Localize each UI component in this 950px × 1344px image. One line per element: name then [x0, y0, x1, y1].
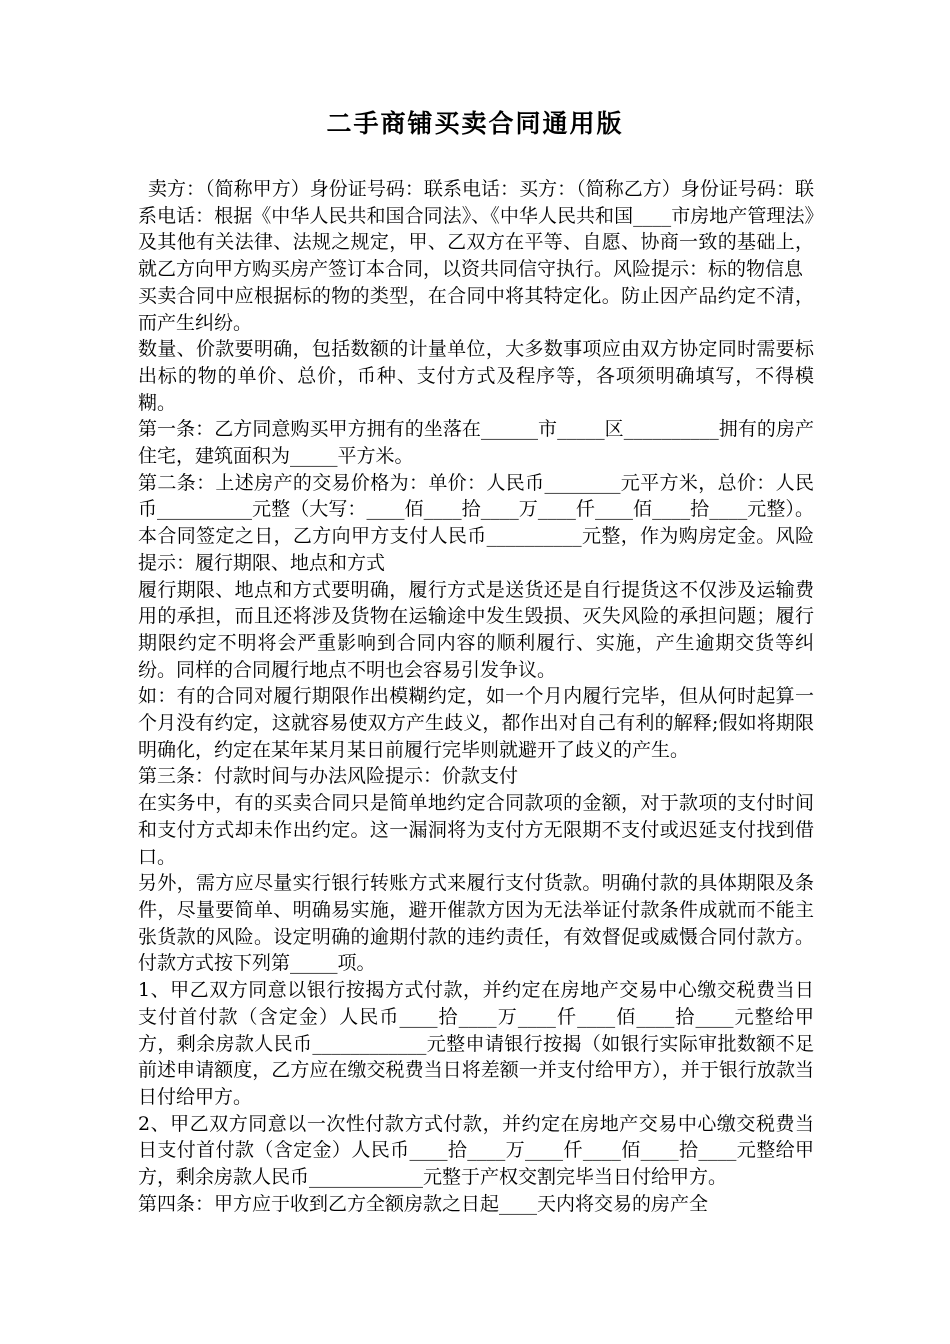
document-title: 二手商铺买卖合同通用版	[326, 109, 624, 138]
paragraph-option-1: 1、甲乙双方同意以银行按揭方式付款，并约定在房地产交易中心缴交税费当日支付首付款（含定金）人民币____拾____万____仟____佰____拾____元整给甲方，剩余房款人民币____________元整申请银行按揭（如银行实际审批数额不足前述申请额度，乙方应在缴交税费当日将差额一并支付给甲方），并于银行放款当日付给甲方。	[138, 979, 814, 1108]
paragraph-payment-practice: 在实务中，有的买卖合同只是简单地约定合同款项的金额，对于款项的支付时间和支付方式却未作出约定。这一漏洞将为支付方无限期不支付或迟延支付找到借口。	[138, 792, 814, 868]
paragraph-payment-transfer: 另外，需方应尽量实行银行转账方式来履行支付货款。明确付款的具体期限及条件，尽量要简单、明确易实施，避开催款方因为无法举证付款条件成就而不能主张货款的风险。设定明确的逾期付款的违约责任，有效督促或威慑合同付款方。 付款方式按下列第_____项。	[138, 872, 821, 975]
paragraph-article-2: 第二条：上述房产的交易价格为：单价：人民币________元平方米，总价：人民币__________元整（大写：____佰____拾____万____仟____佰____拾____元整）。本合同签定之日，乙方向甲方支付人民币__________元整，作为购房定金。风险提示：履行期限、地点和方式	[138, 471, 814, 574]
paragraph-article-3: 第三条：付款时间与办法风险提示：价款支付	[138, 765, 519, 788]
paragraph-quantity-price: 数量、价款要明确，包括数额的计量单位，大多数事项应由双方协定同时需要标出标的物的单价、总价，币种、支付方式及程序等，各项须明确填写，不得模糊。	[138, 338, 814, 414]
paragraph-option-2: 2、甲乙双方同意以一次性付款方式付款，并约定在房地产交易中心缴交税费当日支付首付款（含定金）人民币____拾____万____仟____佰____拾____元整给甲方，剩余房款人民币____________元整于产权交割完毕当日付给甲方。	[138, 1112, 814, 1189]
paragraph-example: 如：有的合同对履行期限作出模糊约定，如一个月内履行完毕，但从何时起算一个月没有约定，这就容易使双方产生歧义，都作出对自己有利的解释;假如将期限明确化，约定在某年某月某日前履行完毕则就避开了歧义的产生。	[138, 685, 814, 761]
paragraph-article-1: 第一条：乙方同意购买甲方拥有的坐落在______市_____区__________拥有的房产住宅，建筑面积为_____平方米。	[138, 418, 814, 468]
paragraph-article-4: 第四条：甲方应于收到乙方全额房款之日起____天内将交易的房产全	[138, 1192, 709, 1215]
document-body	[138, 176, 821, 1217]
paragraph-performance: 履行期限、地点和方式要明确，履行方式是送货还是自行提货这不仅涉及运输费用的承担，而且还将涉及货物在运输途中发生毁损、灭失风险的承担问题；履行期限约定不明将会严重影响到合同内容的顺利履行、实施，产生逾期交货等纠纷。同样的合同履行地点不明也会容易引发争议。	[138, 578, 814, 681]
paragraph-parties: 卖方：（简称甲方）身份证号码：联系电话：买方：（简称乙方）身份证号码：联系电话：根据《中华人民共和国合同法》、《中华人民共和国____市房地产管理法》及其他有关法律、法规之规定，甲、乙双方在平等、自愿、协商一致的基础上，就乙方向甲方购买房产签订本合同，以资共同信守执行。风险提示：标的物信息	[138, 178, 814, 281]
paragraph-subject-matter: 买卖合同中应根据标的物的类型，在合同中将其特定化。防止因产品约定不清，而产生纠纷。	[138, 284, 814, 334]
